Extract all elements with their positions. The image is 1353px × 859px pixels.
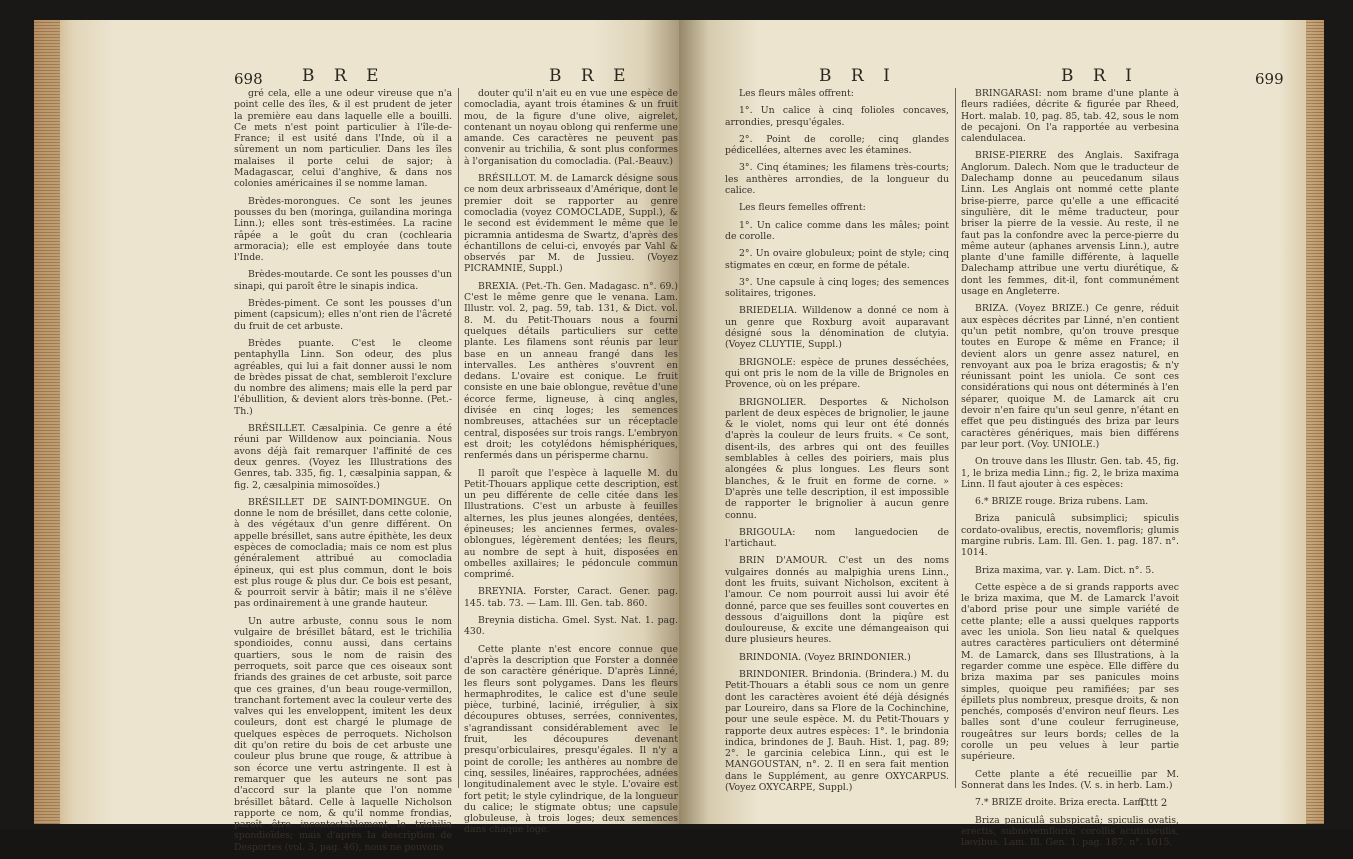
page-edge-right [1306,20,1324,824]
right-column-1 [725,88,949,799]
paragraph: Les fleurs femelles offrent: [739,202,866,214]
paragraph: 2°. Un ovaire globuleux; point de style; cinq stigmates en cœur, en forme de pétale. [725,248,949,271]
left-column-1 [234,88,452,859]
paragraph: Brèdes-moutarde. Ce sont les pousses d'un sinapi, qui paroît être le sinapis indica. [234,269,452,292]
paragraph: BRÉSILLET. Cæsalpinia. Ce genre a été réuni par Willdenow aux poinciania. Nous avons déjà fait remarquer l'affinité de ces deux genres. (Voyez les Illustrations des Genres, tab. 335, fig. 1, cæsalpinia sappan, & fig. 2, cæsalpinia mimosoïdes.) [234,423,452,491]
page-number-right: 699 [1255,70,1284,88]
paragraph: 2°. Point de corolle; cinq glandes pédicellées, alternes avec les étamines. [725,133,949,157]
paragraph: BRINDONIER. Brindonia. (Brindera.) M. du Petit-Thouars a établi sous ce nom un genre dont les caractères avoient été déjà désignés par Loureiro, dans sa Flore de la Cochinchine, pour une seule espèce. M. du Petit-Thouars y rapporte deux autres espèces: 1°. le brindonia indica, brindones de J. Bauh. Hist. 1, pag. 89; 2°. le garcinia celebica Linn., qui est le MANGOUSTAN, n°. 2. Il en sera fait mention dans le Supplément, au genre OXYCARPUS. (Voyez OXYCARPE, Suppl.) [725,669,949,794]
paragraph: Il paroît que l'espèce à laquelle M. du Petit-Thouars applique cette description, est un peu différente de celle citée dans les Illustrations. C'est un arbuste à feuilles alternes, les plus jeunes alongées, dentées, épineuses; les anciennes fermes, ovales-oblongues, légèrement dentées; les fleurs, au nombre de sept à huit, disposées en ombelles axillaires; le pédoncule commun comprimé. [464,467,678,581]
paragraph: 6.* BRIZE rouge. Briza rubens. Lam. [975,496,1149,508]
right-page [679,20,1324,849]
running-head-right-col2: B R I [1061,66,1139,86]
column-rule-left [458,88,459,788]
paragraph: BRÉSILLET DE SAINT-DOMINGUE. On donne le nom de brésillet, dans cette colonie, à des végétaux d'un genre différent. On appelle brésillet, sans autre épithète, les deux espèces de comocladia; mais ce nom est plus généralement attribué au comocladia épineux, qui est plus commun, dont le bois est plus rouge & plus dur. Ce bois est pesant, & pourroit servir à bâtir; mais il ne s'élève pas ordinairement à une grande hauteur. [234,496,452,610]
paragraph: Brèdes-piment. Ce sont les pousses d'un piment (capsicum); elles n'ont rien de l'âcreté du fruit de cet arbuste. [234,298,452,332]
paragraph: Breynia disticha. Gmel. Syst. Nat. 1. pag. 430. [464,615,678,638]
paragraph: BRIN D'AMOUR. C'est un des noms vulgaires donnés au malpighia urens Linn., dont les fruits, suivant Nicholson, excitent à l'amour. Ce nom pourroit aussi lui avoir été donné, parce que ses feuilles sont couvertes en dessous d'aiguillons dont la piqûre est douloureuse, & excite une démangeaison qui dure plusieurs heures. [725,555,949,646]
paragraph: 1°. Un calice à cinq folioles concaves, arrondies, presqu'égales. [725,105,949,128]
paragraph: 3°. Une capsule à cinq loges; des semences solitaires, trigones. [725,276,949,300]
left-column-2 [464,88,678,842]
paragraph: Brèdes-morongues. Ce sont les jeunes pousses du ben (moringa, guilandina moringa Linn.); elles sont très-estimées. La racine râpée a le goût du cran (cochlearia armoracia); elle est employée dans toute l'Inde. [234,195,452,264]
running-head-left-col1: B R E [302,66,386,86]
paragraph: BRÉSILLOT. M. de Lamarck désigne sous ce nom deux arbrisseaux d'Amérique, dont le premier doit se rapporter au genre comocladia (voyez COMOCLADE, Suppl.), & le second est évidemment le même que le picramnia antidesma de Swartz, d'après des échantillons de celui-ci, envoyés par Vahl & observés par M. de Jussieu. (Voyez PICRAMNIE, Suppl.) [464,173,678,275]
signature-mark: Tttt 2 [1139,798,1168,809]
paragraph: BRIGNOLE: espèce de prunes desséchées, qui ont pris le nom de la ville de Brignoles en Provence, où on les prépare. [725,356,949,391]
page-edge-left [34,20,60,824]
paragraph: BRIEDELIA. Willdenow a donné ce nom à un genre que Roxburg avoit auparavant désigné sous la dénomination de clutyia. (Voyez CLUYTIE, Suppl.) [725,305,949,351]
paragraph: BREXIA. (Pet.-Th. Gen. Madagasc. n°. 69.) C'est le même genre que le venana. Lam. Illustr. vol. 2, pag. 59, tab. 131, & Dict. vol. 8. M. du Petit-Thouars nous a fourni quelques détails particuliers sur cette plante. Les filamens sont réunis par leur base en un anneau frangé dans les intervalles. Les anthères s'ouvrent en dedans. L'ovaire est conique. Le fruit consiste en une baie oblongue, revêtue d'une écorce ferme, ligneuse, à cinq angles, divisée en cinq loges; les semences nombreuses, attachées sur un réceptacle central, disposées sur trois rangs. L'embryon est droit; les cotylédons hémisphériques, renfermés dans un périsperme charnu. [464,280,678,462]
paragraph: 1°. Un calice comme dans les mâles; point de corolle. [725,219,949,242]
running-head-right-col1: B R I [819,66,897,86]
paragraph: BREYNIA. Forster, Caract. Gener. pag. 145. tab. 73. — Lam. Ill. Gen. tab. 860. [464,586,678,609]
paragraph: Brèdes puante. C'est le cleome pentaphylla Linn. Son odeur, des plus agréables, qui lui a fait donner aussi le nom de brèdes pissat de chat, sembleroit l'exclure du nombre des alimens; mais elle la perd par l'ébullition, & devient alors très-bonne. (Pet.-Th.) [234,337,452,417]
paragraph: 7.* BRIZE droite. Briza erecta. Lam. [975,797,1147,809]
paragraph: Cette plante n'est encore connue que d'après la description que Forster a donnée de son caractère générique. D'après Linné, les fleurs sont polygames. Dans les fleurs hermaphrodites, le calice est d'une seule pièce, turbiné, lacinié, irrégulier, à six découpures obtuses, serrées, conniventes, s'agrandissant considérablement avec le fruit, les découpures devenant presqu'orbiculaires, presqu'égales. Il n'y a point de corolle; les anthères au nombre de cinq, sessiles, linéaires, rapprochées, adnées longitudinalement avec le style. L'ovaire est fort petit; le style cylindrique, de la longueur du calice; le stigmate obtus; une capsule globuleuse, à trois loges; deux semences dans chaque loge. [464,643,678,836]
paragraph: Les fleurs mâles offrent: [739,88,854,99]
paragraph: BRIGNOLIER. Desportes & Nicholson parlent de deux espèces de brignolier, le jaune & le violet, noms qui leur ont été donnés d'après la couleur de leurs fruits. « Ce sont, disent-ils, des arbres qui ont des feuilles semblables à celles des poiriers, mais plus alongées & plus longues. Les fleurs sont blanches, & le fruit en forme de corne. » D'après une telle description, il est impossible de rapporter le brignolier à aucun genre connu. [725,396,949,521]
paragraph: gré cela, elle a une odeur vireuse que n'a point celle des îles, & il est prudent de jeter la première eau dans laquelle elle a bouilli. Ce mets n'est point particulier à l'île-de-France; il est usité dans l'Inde, où il a sûrement un nom particulier. Dans les îles malaises il porte celui de sajor; à Madagascar, celui d'anghive, & dans nos colonies américaines il se nomme laman. [234,88,452,190]
column-rule-right [955,88,956,788]
paragraph: 3°. Cinq étamines; les filamens très-courts; les anthères arrondies, de la longueur du calice. [725,162,949,197]
paragraph: On trouve dans les Illustr. Gen. tab. 45, fig. 1, le briza media Linn.; fig. 2, le briza maxima Linn. Il faut ajouter à ces espèces: [961,456,1179,490]
left-page [34,20,679,853]
paragraph: Cette plante a été recueillie par M. Sonnerat dans les Indes. (V. s. in herb. Lam.) [961,768,1179,791]
paragraph: douter qu'il n'ait eu en vue une espèce de comocladia, ayant trois étamines & un fruit mou, de la figure d'une olive, aigrelet, contenant un noyau oblong qui renferme une amande. Ces caractères ne peuvent pas convenir au trichilia, & sont plus conformes à l'organisation du comocladia. (Pal.-Beauv.) [464,88,678,167]
paragraph: Un autre arbuste, connu sous le nom vulgaire de brésillet bâtard, est le trichilia spondioides, connu aussi, dans certains quartiers, sous le nom de raisin des perroquets, soit parce que ces oiseaux sont friands des graines de cet arbuste, soit parce que ces graines, d'un beau rouge-vermillon, tranchant fortement avec la couleur verte des valves qui les enveloppent, imitent les deux couleurs, dont est chargé le plumage de quelques espèces de perroquets. Nicholson dit qu'on retire du bois de cet arbuste une couleur plus brune que rouge, & attribue à son écorce une vertu astringente. Il est à remarquer que les auteurs ne sont pas d'accord sur la plante que l'on nomme brésillet bâtard. Celle à laquelle Nicholson rapporte ce nom, & qu'il nomme frondias, paroît être incontestablement le trichilia spondioïdes; mais d'après la description de Desportes (vol. 3, pag. 46), nous ne pouvons [234,615,452,853]
right-column-2 [961,88,1179,854]
running-head-left-col2: B R E [549,66,633,86]
paragraph: Cette espèce a de si grands rapports avec le briza maxima, que M. de Lamarck l'avoit d'abord prise pour une simple variété de cette plante; elle a aussi quelques rapports avec les uniola. Son lieu natal & quelques autres caractères particuliers ont déterminé M. de Lamarck, dans ses Illustrations, à la regarder comme une espèce. Elle diffère du briza maxima par ses panicules moins simples, quoique peu ramifiées; par ses épillets plus nombreux, presque droits, & non penchés, composés d'environ neuf fleurs. Les balles sont d'une couleur ferrugineuse, rougeâtres sur leurs bords; celles de la corolle un peu velues à leur partie supérieure. [961,581,1179,763]
page-number-left: 698 [234,70,263,88]
paragraph: Briza paniculâ subsimplici; spiculis cordato-ovalibus, erectis, novemfloris; glumis margine rubris. Lam. Ill. Gen. 1. pag. 187. n°. 1014. [961,513,1179,559]
paragraph: Briza paniculâ subspicatâ; spiculis ovatis, erectis, subnovemfloris; corollis acutiusculis, lævibus. Lam. Ill. Gen. 1. pag. 187. n°. 1015. [961,814,1179,849]
paragraph: BRINDONIA. (Voyez BRINDONIER.) [739,651,911,663]
paragraph: BRISE-PIERRE des Anglais. Saxifraga Anglorum. Dalech. Nom que le traducteur de Dalechamp donne au peucedanum silaus Linn. Les Anglais ont nommé cette plante brise-pierre, parce qu'elle a une efficacité singulière, dit le même traducteur, pour briser la pierre de la vessie. Au reste, il ne faut pas la confondre avec la perce-pierre du même auteur (aphanes arvensis Linn.), autre plante d'une famille différente, à laquelle Dalechamp attribue une vertu diurétique, & dont les femmes, dit-il, font communément usage en Angleterre. [961,150,1179,298]
open-book [34,20,1324,853]
paragraph: Briza maxima, var. γ. Lam. Dict. n°. 5. [975,564,1155,576]
paragraph: BRIZA. (Voyez BRIZE.) Ce genre, réduit aux espèces décrites par Linné, n'en contient qu'un petit nombre, qu'on trouve presque toutes en Europe & même en France; il devient alors un genre assez naturel, en renvoyant aux poa le briza eragostis; & n'y réunissant point les uniola. Ce sont ces considérations qui nous ont déterminés à l'en séparer, quoique M. de Lamarck ait cru devoir n'en faire qu'un seul genre, n'étant en effet que peu distingués des briza par leurs caractères génériques, mais bien différens par leur port. (Voy. UNIOLE.) [961,303,1179,450]
paragraph: BRINGARASI: nom brame d'une plante à fleurs radiées, décrite & figurée par Rheed, Hort. malab. 10, pag. 85, tab. 42, sous le nom de pecajoni. On l'a rapportée au verbesina calendulacea. [961,88,1179,145]
paragraph: BRIGOULA: nom languedocien de l'artichaut. [725,526,949,550]
